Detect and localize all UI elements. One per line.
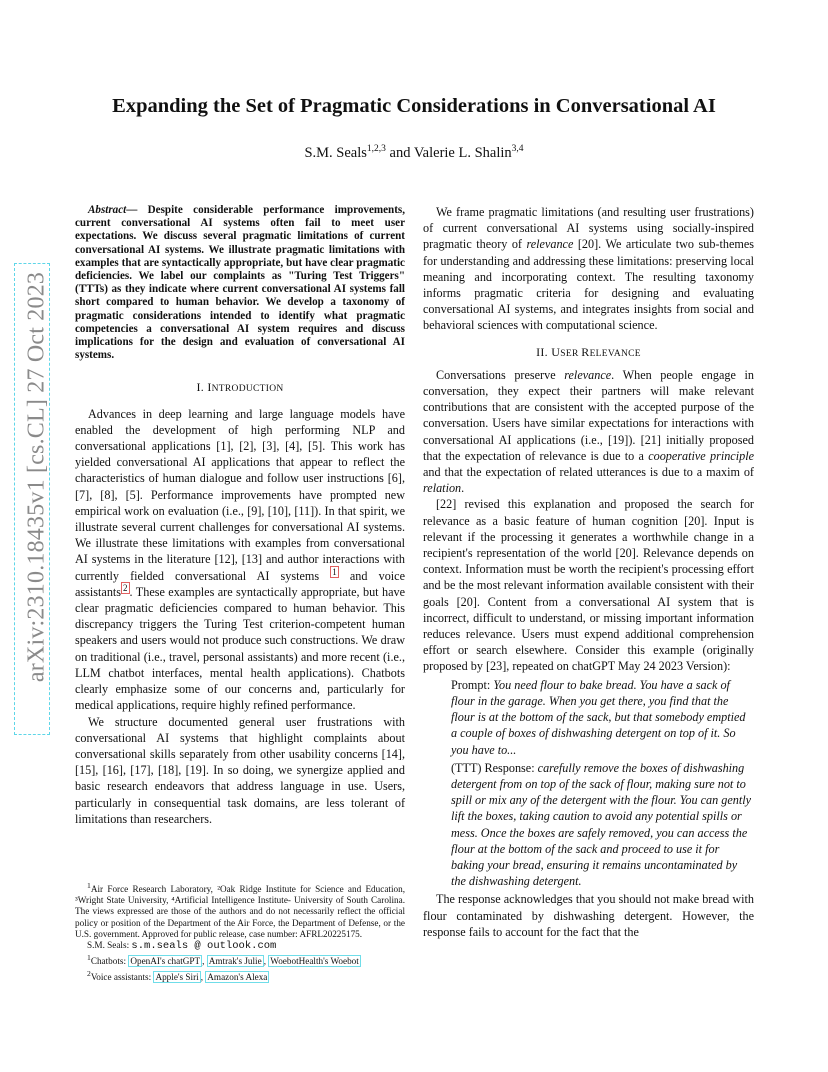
abstract: [75, 204, 405, 362]
footnote-voice-assistants: $^2$Voice assistants: Apple's Siri , Amazon's Alexa: [87, 968, 268, 982]
left-column: [75, 204, 405, 827]
relevance-paragraph-1: Conversations preserve relevance. When people engage in conversation, they expect their partners will make relevant contributions that are consistent with the accepted purpose of the conversation. Users have similar expectations for interactions with conversational AI applications (i.e., [19]). [21] initially proposed that the expectation of relevance is due to a cooperative principle and that the expectation of related utterances is due to a maxim of relation.: [423, 367, 754, 496]
footnotes: [75, 880, 405, 983]
link-apple-siri[interactable]: Apple's Siri: [155, 971, 199, 982]
section-heading-introduction: I. INTRODUCTION: [196, 380, 284, 395]
abstract-text: — Despite considerable performance improvements, current conversational AI systems often fail to meet user expectations. We discuss several pragmatic limitations of current conversational AI systems. We illustrate pragmatic limitations with examples that are syntactically appropriate, but have clear pragmatic deficiencies. We label our complaints as "Turing Test Triggers" (TTTs) as they indicate where current conversational AI systems fall short compared to human behavior. We develop a taxonomy of pragmatic considerations intended to identify what pragmatic competencies a conversational AI system requires and discuss implications for the design and evaluation of conversational AI systems.: [75, 204, 405, 362]
right-paragraph-1: We frame pragmatic limitations (and resulting user frustrations) of current conversational AI systems using socially-inspired pragmatic theory of relevance [20]. We articulate two sub-themes for understanding and addressing these limitations: preserving local meaning and incorporating context. The resulting taxonomy informs pragmatic criteria for designing and evaluating conversational AI systems, and integrates insights from social and behavioral sciences with computational science.: [423, 205, 754, 333]
email-address: s.m.seals @ outlook.com: [131, 940, 277, 953]
link-amazon-alexa[interactable]: Amazon's Alexa: [207, 971, 268, 982]
example-prompt: Prompt: You need flour to bake bread. You have a sack of flour in the garage. When you get there, you find that the flour is at the bottom of the sack, but that somebody emptied a couple of boxes of dishwashing detergent on top of it. So you have to...: [451, 677, 746, 757]
section-heading-user-relevance: II. USER RELEVANCE: [536, 344, 641, 359]
footnote-link-2[interactable]: 2: [123, 582, 128, 593]
example-response: (TTT) Response: carefully remove the boxes of dishwashing detergent from on top of the sack of flour, making sure not to spill or mix any of the detergent with the flour. You can gently lift the boxes, taking caution to avoid any potential spills or mess. Once the boxes are safely removed, you can access the flour at the bottom of the sack and proceed to use it for baking your bread, ensuring it remains uncontaminated by the dishwashing detergent.: [451, 760, 752, 889]
intro-paragraph-2: We structure documented general user frustrations with conversational AI systems that highlight complaints about conversational skills separately from other usability concerns [14], [15], [16], [17], [18], [19]. In so doing, we synergize applied and basic research endeavors that address language in use. Users, particularly in consequential task domains, are less tolerant of limitations than researchers.: [75, 714, 405, 826]
link-amtrak-julie[interactable]: Amtrak's Julie: [208, 956, 262, 967]
right-column: [423, 204, 754, 940]
footnote-link-1[interactable]: 1: [332, 566, 337, 577]
author-1-affil: 1,2,3: [366, 144, 386, 154]
relevance-paragraph-2: [22] revised this explanation and proposed the search for relevance as a basic feature of human cognition [20]. Input is relevant if the processing it generates a worthwhile change in a recipient's representation of the world [20]. Relevance depends on context. Information must be worth the recipient's processing effort and be the most relevant information available consistent with their goals [20]. Content from a conversational AI system that is incorrect, difficult to understand, or missing important information reduces relevance. Users must expend additional comprehension effort or search elsewhere. Consider this example (originally proposed by [23], repeated on chatGPT May 24 2023 Version):: [423, 497, 754, 674]
intro-paragraph-1: Advances in deep learning and large language models have enabled the development of high performing NLP and conversational applications [1], [2], [3], [4], [5]. This work has yielded conversational AI applications that appear to reflect the characteristics of human dialogue and follow user instructions [6], [7], [8], [5]. Performance improvements have prompted new empirical work on evaluation (i.e., [9], [10], [11]). In that spirit, we illustrate several current challenges for conversational AI systems. We illustrate these limitations with examples from conversational AI systems in the literature [12], [13] and author interactions with currently fielded conversational AI systems $^1$ and voice assistants $^2$ . These examples are syntactically appropriate, but have clear pragmatic deficiencies compared to human behavior. This discrepancy triggers the Turing Test criterion-competent human speakers and users would not produce such constructions. We draw on traditional (i.e., travel, personal assistants) and more recent (i.e., LLM chatbot interfaces, mental health applications). Chatbots clearly emphasize some of our concerns and, particularly for medical applications, require highly refined performance.: [75, 406, 405, 713]
link-openai-chatgpt[interactable]: OpenAI's chatGPT: [130, 956, 201, 967]
author-line: [0, 144, 828, 162]
author-1: S.M. Seals: [304, 144, 367, 161]
arxiv-identifier: arXiv:2310.18435v1 [cs.CL] 27 Oct 2023: [23, 271, 50, 683]
footnote-email: S.M. Seals: s.m.seals @ outlook.com: [87, 940, 277, 953]
relevance-paragraph-3: The response acknowledges that you should not make bread with flour contaminated by dishwashing detergent. However, the response fails to account for the fact that the: [423, 892, 754, 939]
author-2: and Valerie L. Shalin: [385, 144, 512, 161]
abstract-label: Abstract: [88, 204, 127, 216]
paper-title: Expanding the Set of Pragmatic Considerations in Conversational AI: [112, 95, 716, 117]
footnote-affiliations: $^1$Air Force Research Laboratory, ²Oak Ridge Institute for Science and Education, ³Wright State University, ⁴Artificial Intelligence Institute- University of South Carolina. The views expressed are those of the authors and do not necessarily reflect the official policy or position of the Department of the Air Force, the Department of Defense, or the U.S. government. Approved for public release, case number: AFRL20225175.: [75, 881, 405, 939]
link-woebot[interactable]: WoebotHealth's Woebot: [270, 956, 359, 967]
author-2-affil: 3,4: [511, 144, 524, 154]
footnote-chatbots: $^1$Chatbots: OpenAI's chatGPT , Amtrak's Julie , WoebotHealth's Woebot: [87, 953, 359, 967]
